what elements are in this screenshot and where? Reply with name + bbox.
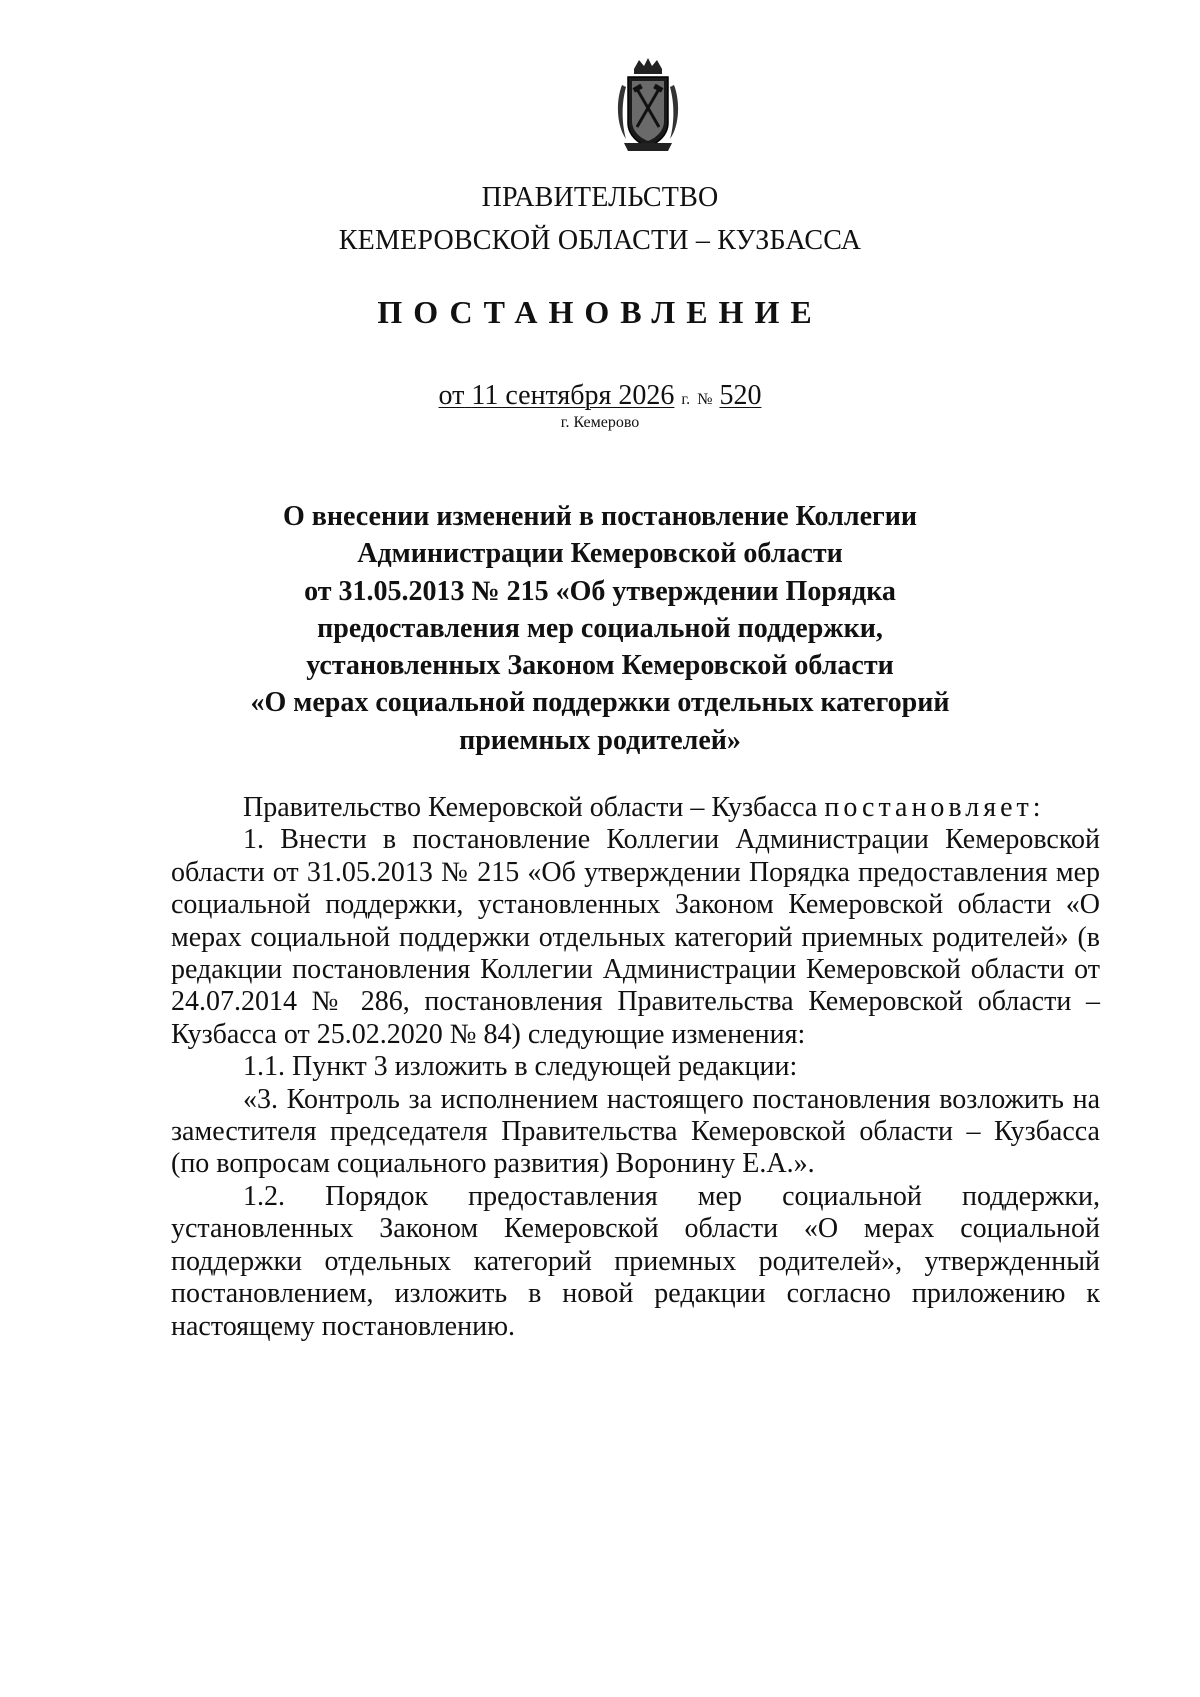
title-line: «О мерах социальной поддержки отдельных категорий [250, 687, 950, 719]
body-paragraph-1: 1. Внести в постановление Коллегии Администрации Кемеровской области от 31.05.2013 № 215 «Об утверждении Порядка предоставления мер социальной поддержки, установленных Законом Кемеровской области «О мерах социальной поддержки отдельных категорий приемных родителей» (в редакции постановления Коллегии Администрации Кемеровской области от 24.07.2014 № 286, постановления Правительства Кемеровской области – Кузбасса от 25.02.2020 № 84) следующие изменения: [171, 824, 1100, 1050]
coat-of-arms-emblem [612, 55, 684, 155]
document-number: 520 [719, 380, 762, 411]
body-paragraph-1-1: 1.1. Пункт 3 изложить в следующей редакции: [243, 1051, 798, 1083]
title-line: приемных родителей» [459, 724, 741, 756]
title-line: установленных Законом Кемеровской области [306, 650, 894, 682]
document-date: 11 сентября 2026 [471, 380, 675, 411]
document-title [250, 498, 950, 759]
body-paragraph-1-2: 1.2. Порядок предоставления мер социальной поддержки, установленных Законом Кемеровской области «О мерах социальной поддержки отдельных категорий приемных родителей», утвержденный постановлением, изложить в новой редакции согласно приложению к настоящему постановлению. [171, 1180, 1100, 1342]
title-line: О внесении изменений в постановление Коллегии [282, 501, 917, 532]
document-dateline [0, 380, 1200, 412]
emblem-icon [612, 55, 684, 155]
title-line: предоставления мер социальной поддержки, [317, 612, 883, 644]
document-city: г. Кемерово [560, 414, 640, 431]
document-body [171, 792, 1100, 1343]
date-prefix: от [438, 380, 465, 411]
title-line: Администрации Кемеровской области [357, 538, 843, 570]
document-type-heading: ПОСТАНОВЛЕНИЕ [377, 294, 823, 330]
organization-name-line1: ПРАВИТЕЛЬСТВО [481, 182, 719, 213]
preamble-text: Правительство Кемеровской области – Кузбасса [243, 792, 825, 823]
number-sign: № [697, 391, 713, 408]
title-line: от 31.05.2013 № 215 «Об утверждении Порядка [304, 575, 896, 607]
preamble-paragraph [171, 792, 1100, 824]
body-paragraph-quote: «3. Контроль за исполнением настоящего постановления возложить на заместителя председателя Правительства Кемеровской области – Кузбасса (по вопросам социального развития) Воронину Е.А.». [171, 1083, 1100, 1180]
year-suffix: г. [681, 391, 691, 408]
organization-name-line2: КЕМЕРОВСКОЙ ОБЛАСТИ – КУЗБАССА [338, 225, 862, 256]
preamble-verb: постановляет: [824, 792, 1045, 823]
